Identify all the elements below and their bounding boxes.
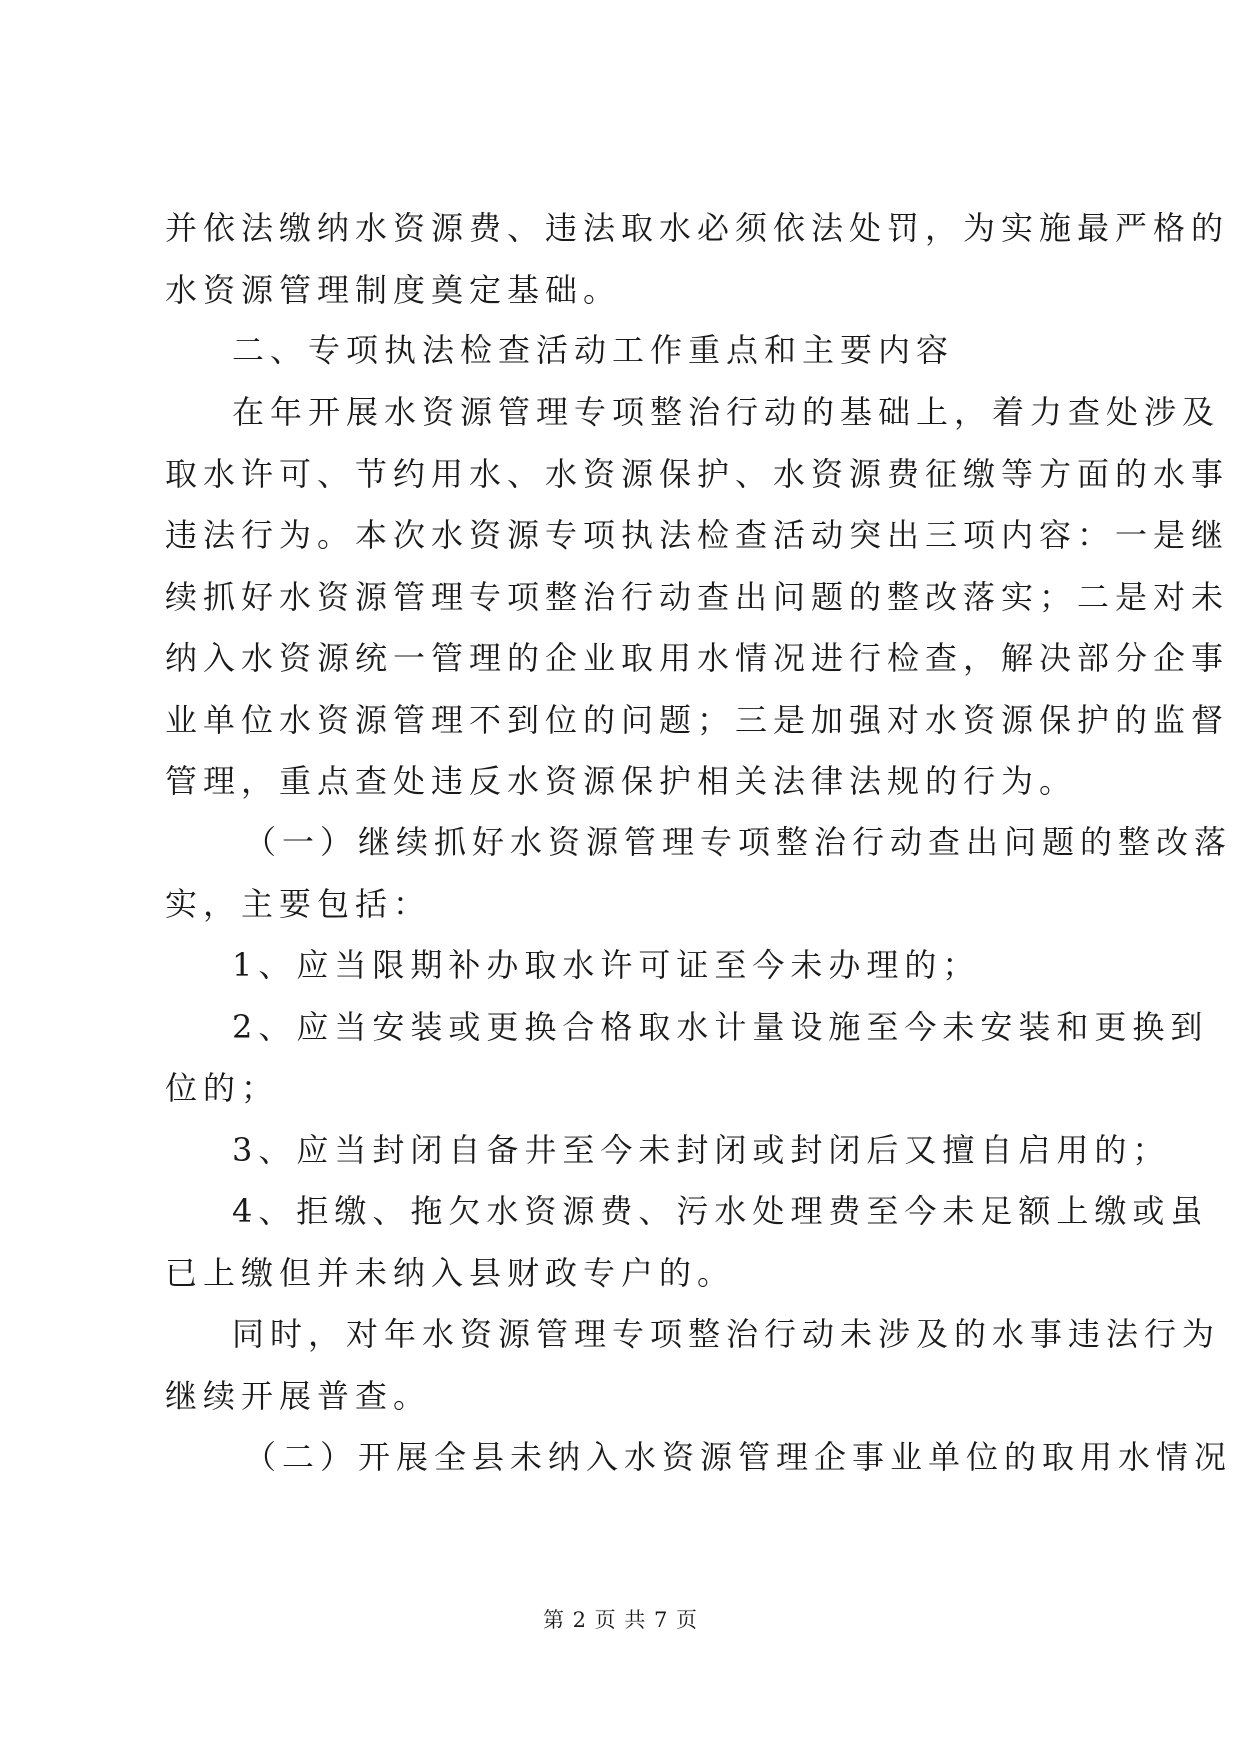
subsection-heading-1: （一）继续抓好水资源管理专项整治行动查出问题的整改落 bbox=[244, 823, 1233, 861]
list-item-4-cont: 已上缴但并未纳入县财政专户的。 bbox=[165, 1254, 736, 1292]
text-line-1: 并依法缴纳水资源费、违法取水必须依法处罚，为实施最严格的 bbox=[165, 209, 1230, 247]
text-line-8: 纳入水资源统一管理的企业取用水情况进行检查，解决部分企事 bbox=[165, 639, 1230, 677]
list-item-2: 2、应当安装或更换合格取水计量设施至今未安装和更换到 bbox=[232, 1008, 1209, 1046]
text-line-5: 取水许可、节约用水、水资源保护、水资源费征缴等方面的水事 bbox=[165, 455, 1230, 493]
text-line-19: 同时，对年水资源管理专项整治行动未涉及的水事违法行为 bbox=[232, 1315, 1221, 1353]
subsection-heading-2: （二）开展全县未纳入水资源管理企事业单位的取用水情况 bbox=[244, 1438, 1233, 1476]
page-number-footer: 第 2 页 共 7 页 bbox=[542, 1608, 699, 1632]
text-line-6: 违法行为。本次水资源专项执法检查活动突出三项内容：一是继 bbox=[165, 516, 1230, 554]
list-item-1: 1、应当限期补办取水许可证至今未办理的； bbox=[232, 946, 981, 984]
text-line-7: 续抓好水资源管理专项整治行动查出问题的整改落实；二是对未 bbox=[165, 578, 1230, 616]
list-item-3: 3、应当封闭自备井至今未封闭或封闭后又擅自启用的； bbox=[232, 1131, 1171, 1169]
text-line-12: 实，主要包括： bbox=[165, 885, 432, 923]
list-item-4: 4、拒缴、拖欠水资源费、污水处理费至今未足额上缴或虽 bbox=[232, 1192, 1209, 1230]
text-line-9: 业单位水资源管理不到位的问题；三是加强对水资源保护的监督 bbox=[165, 701, 1230, 739]
text-line-20: 继续开展普查。 bbox=[165, 1377, 432, 1415]
text-line-4: 在年开展水资源管理专项整治行动的基础上，着力查处涉及 bbox=[232, 393, 1221, 431]
text-line-2: 水资源管理制度奠定基础。 bbox=[165, 271, 622, 309]
list-item-2-cont: 位的； bbox=[165, 1069, 280, 1107]
text-line-10: 管理，重点查处违反水资源保护相关法律法规的行为。 bbox=[165, 762, 1078, 800]
section-heading-2: 二、专项执法检查活动工作重点和主要内容 bbox=[232, 331, 955, 369]
